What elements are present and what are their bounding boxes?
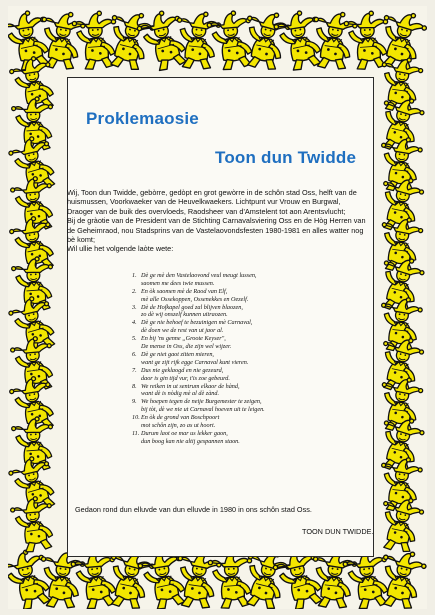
proclamation-panel [67, 77, 374, 557]
list-item [132, 383, 364, 399]
list-item-number: 6. [132, 350, 137, 358]
proclamation-list [132, 272, 364, 446]
intro-text [67, 188, 367, 254]
list-item-line: bij tòt, dè we nie ut Carnaval hoeven uit te leigen. [141, 406, 265, 414]
list-item-number: 10. [132, 414, 140, 422]
list-item-line: daor is gin tijd vur, t'is zoe gebeurd. [141, 374, 230, 382]
list-item [132, 319, 364, 335]
list-item-line: De mense in Oss, die zijn wel wijzer. [141, 342, 232, 350]
list-item-line: We reiken in ut sentrum elkaor de hànd, [141, 382, 240, 390]
list-item [132, 335, 364, 351]
list-item-line: mot schôn zijn, zo as ut hoort. [141, 421, 216, 429]
jester-figure [208, 549, 255, 609]
list-item-line: saomen me dees twie mussen. [141, 279, 215, 287]
intro-paragraph: Bij de gràotie van de President van de Stichting Carnavalsviering Oss en de Hòg Herren van de Geheimraod, nou Stadsprins van de Vastelaovondsfesten 1980-1981 en alles watter nog bè komt; [67, 216, 366, 245]
list-item [132, 304, 364, 320]
list-item-line: Dè de Hofkapel goed zal blijven blaozen, [141, 303, 243, 311]
list-item-line: want dè is nòdig mè al dè zànd. [141, 390, 220, 398]
list-item-line: Dè ge mè den Vastelaovond veul meugt lussen, [141, 272, 257, 279]
title-toon-dun-twidde: Toon dun Twidde [215, 148, 357, 167]
list-item-line: zo dè wij onszelf kunnen uitraozen. [141, 311, 228, 319]
list-item [132, 398, 364, 414]
poster-page [8, 6, 427, 609]
list-item-number: 3. [132, 303, 137, 311]
list-item-number: 8. [132, 382, 137, 390]
title-proklemaosie: Proklemaosie [86, 109, 199, 128]
list-item-number: 7. [132, 366, 137, 374]
list-item-number: 4. [132, 319, 137, 327]
list-item-line: En òk saomen mè de Raod van Elf, [141, 287, 228, 295]
list-item [132, 414, 364, 430]
list-item [132, 367, 364, 383]
jester-figure [344, 10, 391, 70]
list-item-line: Dè ge niet gaot zitten mieren, [141, 350, 214, 358]
list-item-line: We hoepen tegen de neije Burgemester te zeigen, [141, 398, 262, 406]
jester-figure [72, 10, 119, 70]
list-item-line: dè doen we de rest van ut jaor al. [141, 327, 224, 335]
list-item-line: En òk de grond van Boschpoort [141, 414, 220, 422]
intro-paragraph: Wil ullie het volgende laòte wete: [67, 244, 174, 254]
jester-figure [376, 215, 424, 274]
list-item-line: dun boog kan nie altij gespannen staon. [141, 437, 240, 445]
list-item-number: 5. [132, 335, 137, 343]
list-item-line: En bij 'ns genne „Groote Keyser", [141, 335, 226, 343]
jester-figure [376, 375, 424, 434]
list-item-line: want ge zijt rijk egge Carnaval kunt vieren. [141, 358, 249, 366]
signature: TOON DUN TWIDDE. [302, 527, 374, 536]
list-item [132, 351, 364, 367]
jester-figure [376, 55, 424, 114]
list-item-number: 9. [132, 398, 137, 406]
list-item-line: mè alle Ossekoppen, Ossenekkes en Oezelf. [141, 295, 249, 303]
list-item-number: 2. [132, 287, 137, 295]
list-item-number: 11. [132, 429, 140, 437]
list-item-line: Durum laot oe mar us lekker gaon, [141, 429, 228, 437]
closing-line: Gedaon rond dun elluvde van dun elluvde in 1980 in ons schôn stad Oss. [75, 505, 312, 514]
jester-figure [9, 495, 57, 554]
intro-paragraph: Wij, Toon dun Twidde, gebòrre, gedòpt en grot gewòrre in de schôn stad Oss, helft van de huismussen, Voorkwaeker van de Heuvelkwaekers. Lichtpunt vur Vrouw en Burgwal, Draoger van de buik des overvloeds, Raodsheer van d'Amstelent tot aon Arentsvlucht; [67, 188, 357, 216]
list-item [132, 272, 364, 288]
list-item-line: Dus nie geklaogd en nie gezeurd, [141, 366, 224, 374]
list-item-line: Dè ge nie behoef te bezuinigen mè Carnaval, [141, 319, 253, 327]
list-item [132, 430, 364, 446]
list-item [132, 288, 364, 304]
list-item-number: 1. [132, 272, 137, 279]
